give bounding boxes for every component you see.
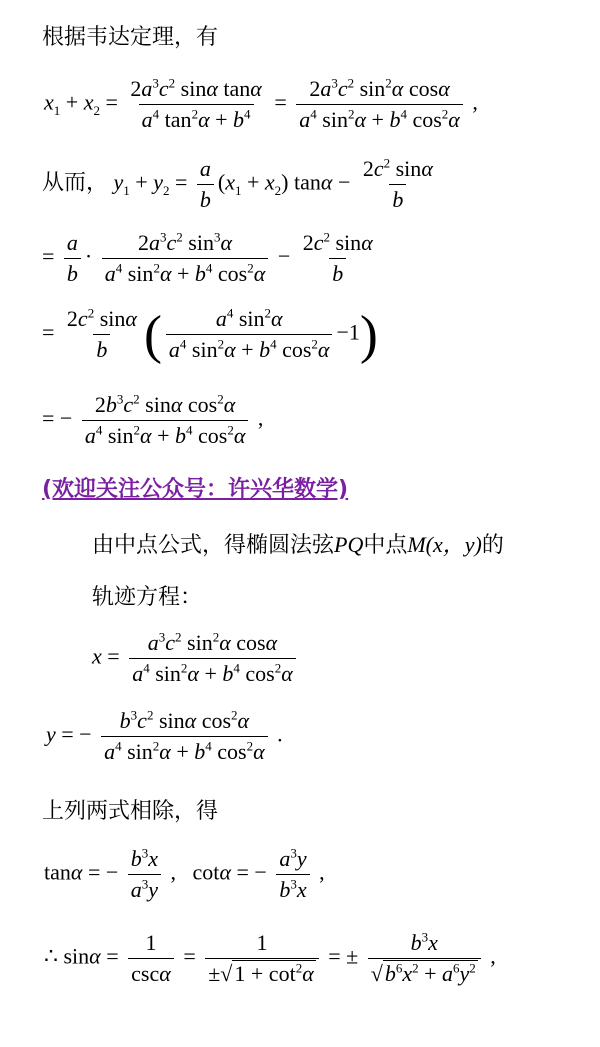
promo-banner [42,472,348,503]
equation-y1-y2: 从而， $y_1 + y_2$ = $\frac{a}{b}$ $(x_1 + x_2) \tan\alpha$ − $\frac{2c^2 \sin\alpha}{b}$ [42,155,433,212]
divide-text: 上列两式相除，得 [42,799,219,824]
equation-x: x = $\frac{a^3c^2 \sin^2\alpha \cos\alpha}{a^4 \sin^2\alpha + b^4 \cos^2\alpha}$ [92,630,300,687]
equation-x1-x2: $x_1 + x_2$ = $\frac{2a^3c^2 \sin\alpha \tan\alpha}{a^4 \tan^2\alpha + b^4}$ = $\frac{2a^3c^2 \sin^2\alpha \cos\alpha}{a^4 \sin^2\alpha + b^4 \cos^2\alpha}$ , [44,75,478,132]
equation-tan-cot: tanα = − $\frac{b^3x}{a^3y}$ , cotα = − $\frac{a^3y}{b^3x}$ , [44,845,325,902]
trajectory-text: 轨迹方程： [92,585,203,610]
equation-y: y = − $\frac{b^3c^2 \sin\alpha \cos^2\alpha}{a^4 \sin^2\alpha + b^4 \cos^2\alpha}$ . [46,707,283,764]
midpoint-m: M(x，y) [407,532,482,557]
midpoint-text [92,528,504,559]
equation-step-2: = $\frac{2c^2 \sin\alpha}{b}$ ( $\frac{a^4 \sin^2\alpha}{a^4 \sin^2\alpha + b^4 \cos^2\alpha}$ −1) [42,304,378,365]
midpoint-pq: PQ [334,532,364,557]
conclude-text: 从而， [42,170,109,196]
equation-step-1: = $\frac{a}{b}$ · $\frac{2a^3c^2 \sin^3\alpha}{a^4 \sin^2\alpha + b^4 \cos^2\alpha}$ − $\frac{2c^2 \sin\alpha}{b}$ [42,229,373,286]
midpoint-text-c: 的 [481,533,504,558]
midpoint-text-b: 中点 [363,533,408,558]
equation-sin: ∴ sinα = $\frac{1}{\csc\alpha}$ = $\frac{1}{\pm√1 + \cot^2\alpha}$ = ± $\frac{b^3x}{√b^6x^2 + a^6y^2}$ , [44,929,496,986]
intro-text: 根据韦达定理，有 [42,25,219,50]
equation-step-3: = − $\frac{2b^3c^2 \sin\alpha \cos^2\alpha}{a^4 \sin^2\alpha + b^4 \cos^2\alpha}$ , [42,391,264,448]
midpoint-text-a: 由中点公式，得椭圆法弦 [92,533,335,558]
promo-text: (欢迎关注公众号：许兴华数学) [42,477,349,502]
